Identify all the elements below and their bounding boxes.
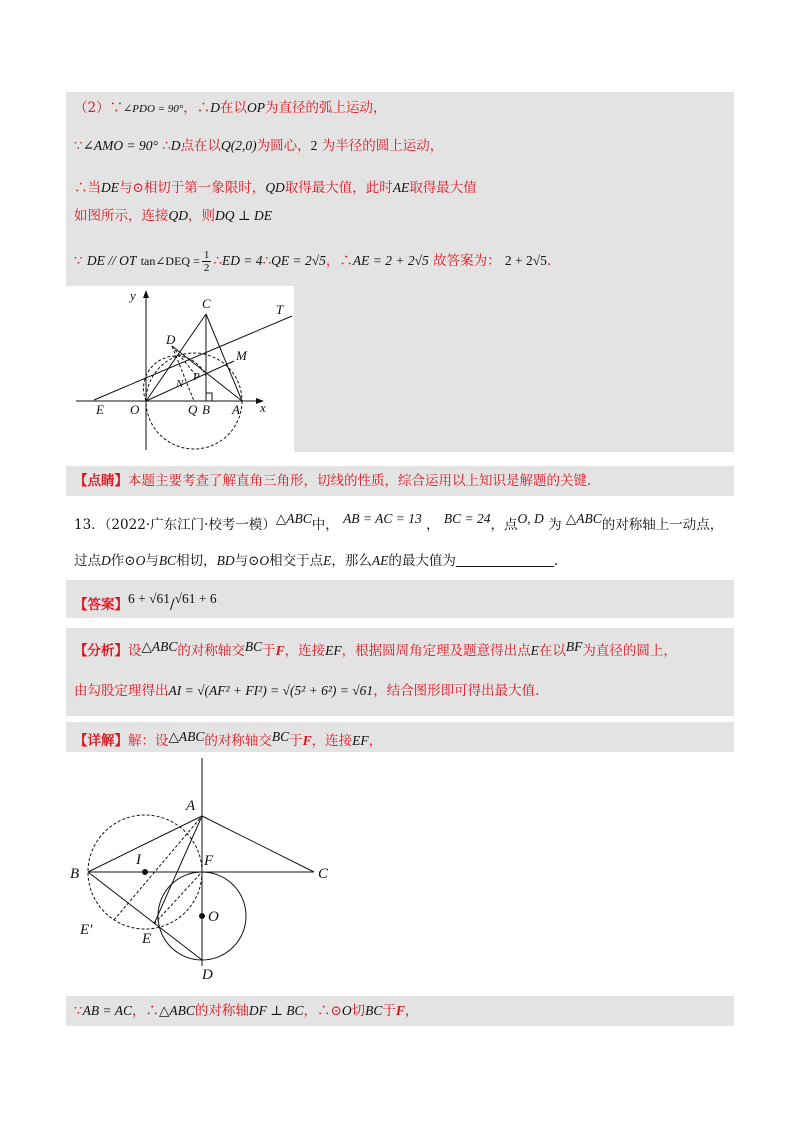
- label-p: P: [193, 371, 200, 383]
- label-b: B: [70, 866, 80, 882]
- segment-eprime-a: [114, 816, 202, 920]
- analysis-line-2: 由勾股定理得出AI = √(AF² + FI²) = √(5² + 6²) = √61，结合图形即可得出最大值.: [74, 683, 540, 699]
- part2-line-4: 如图所示，连接QD，则DQ ⊥ DE: [74, 208, 272, 224]
- label-e: E: [142, 931, 152, 947]
- label-a: A: [186, 798, 196, 814]
- label-o: O: [208, 909, 219, 925]
- answer-line: 【答案】6 + √61/√61 + 6: [74, 591, 217, 613]
- figure-1-coordinate-diagram: [66, 286, 294, 452]
- part2-line-1: （2）∵∠PDO = 90°，∴D在以OP为直径的弧上运动，: [74, 100, 387, 116]
- segment-ef: [154, 872, 202, 924]
- label-c: C: [318, 866, 329, 882]
- figure-2-triangle-diagram: [66, 756, 336, 986]
- segment-ab: [88, 816, 202, 872]
- detail-line: 【详解】解：设△ABC的对称轴交BC于F，连接EF，: [74, 729, 383, 749]
- answer-blank: [456, 554, 554, 567]
- point-i: [142, 869, 148, 875]
- label-c: C: [202, 296, 211, 311]
- label-q: Q: [188, 402, 198, 417]
- part2-line-5: ∵ DE // OT tan∠DEQ = $\frac{1}{2}$ ∴ED = 4∴QE = 2√5，∴AE = 2 + 2√5 故答案为： 2 + 2√5.: [74, 249, 552, 274]
- segment-ea: [154, 816, 202, 924]
- last-line: ∵AB = AC，∴△ABC的对称轴DF ⊥ BC，∴⊙O切BC于F，: [74, 1003, 419, 1019]
- label-o: O: [130, 402, 140, 417]
- dianjing-line: 【点睛】本题主要考查了解直角三角形，切线的性质，综合运用以上知识是解题的关键.: [74, 473, 592, 489]
- question-13-line-2: 过点D作⊙O与BC相切，BD与⊙O相交于点E，那么AE的最大值为 .: [74, 553, 559, 569]
- label-a: A: [232, 402, 240, 417]
- fraction-one-half: $\frac{1}{2}$: [203, 249, 210, 274]
- label-m: M: [236, 348, 247, 363]
- label-t: T: [276, 302, 284, 317]
- point-o: [199, 913, 205, 919]
- part2-line-2: ∵∠AMO = 90° ∴D点在以Q(2,0)为圆心，2 为半径的圆上运动，: [74, 138, 444, 154]
- label-d: D: [166, 332, 176, 347]
- question-13-line-1: 13．（2022·广东江门·校考一模）△ABC中， AB = AC = 13 ， BC = 24，点O, D 为 △ABC的对称轴上一动点，: [74, 511, 724, 533]
- segment-ac: [202, 816, 314, 872]
- part2-line-3: ∴当DE与⊙相切于第一象限时，QD取得最大值，此时AE取得最大值: [74, 180, 477, 196]
- label-e: E: [96, 402, 104, 417]
- label-f: F: [204, 853, 214, 869]
- label-e-prime: E′: [80, 922, 93, 938]
- label-y: y: [130, 288, 136, 303]
- analysis-line-1: 【分析】设△ABC的对称轴交BC于F，连接EF，根据圆周角定理及题意得出点E在以BF为直径的圆上，: [74, 639, 677, 659]
- label-x: x: [260, 400, 266, 415]
- label-n: N: [176, 378, 184, 390]
- label-d: D: [202, 967, 213, 983]
- figure1-side-block: [294, 286, 734, 452]
- label-i: I: [136, 852, 141, 868]
- label-b: B: [202, 402, 210, 417]
